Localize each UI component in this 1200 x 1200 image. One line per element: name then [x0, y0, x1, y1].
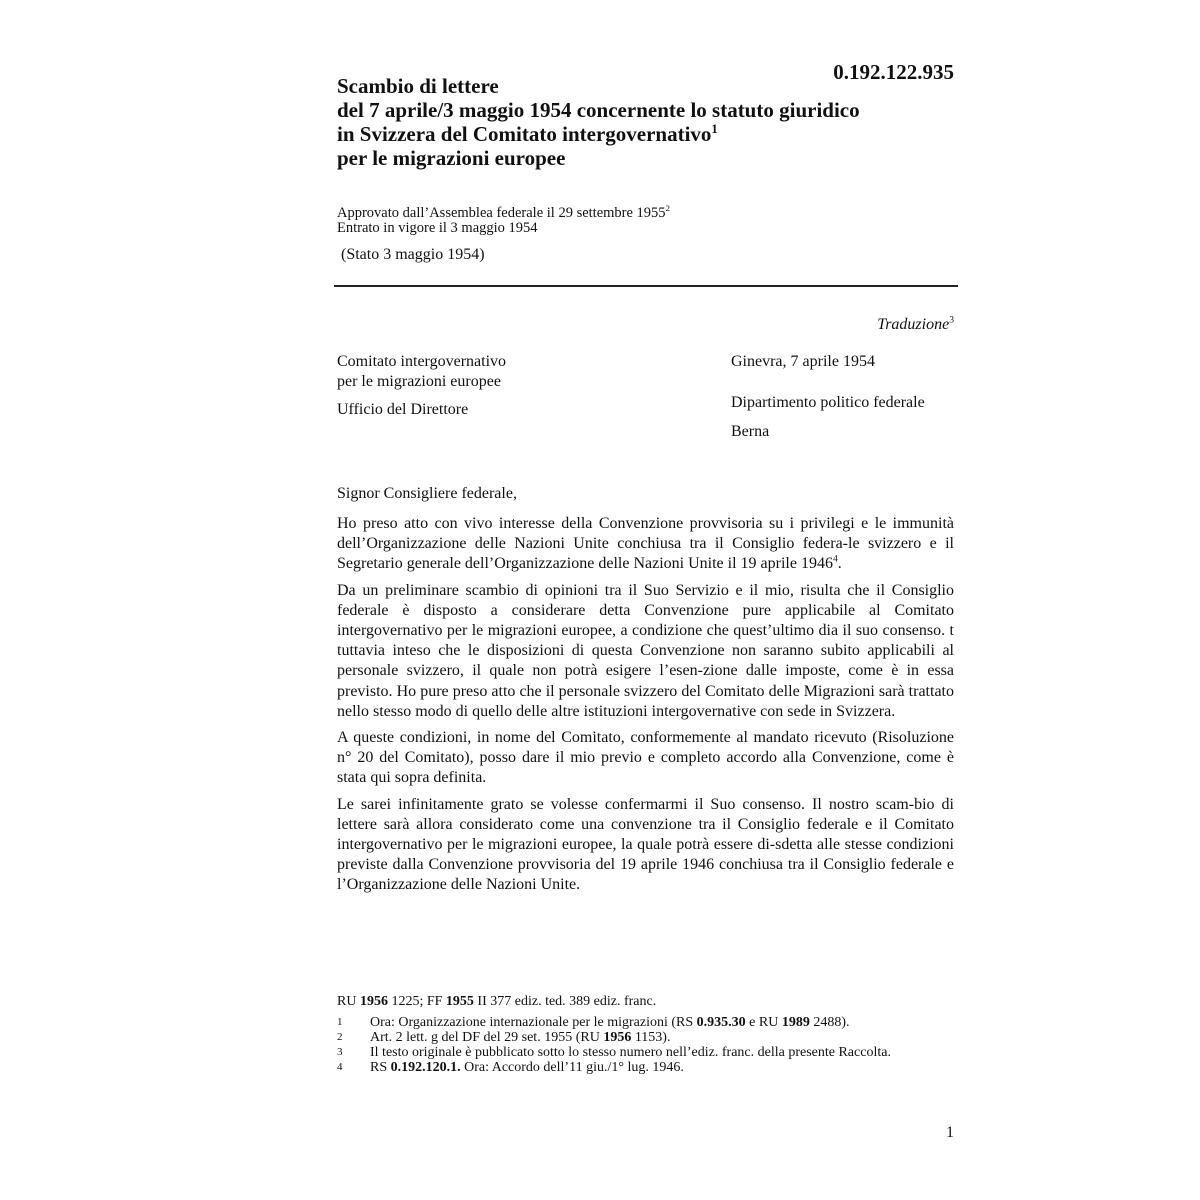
document-meta: [337, 203, 670, 236]
footnote-ref-1[interactable]: 1: [711, 122, 718, 136]
recipient-department: Dipartimento politico federale: [731, 394, 925, 411]
salutation: Signor Consigliere federale,: [337, 485, 517, 502]
source-reference: RU 1956 1225; FF 1955 II 377 ediz. ted. 389 ediz. franc.: [337, 994, 657, 1009]
title-line-3: in Svizzera del Comitato intergovernativo$^1$: [337, 122, 718, 146]
footnote-3: [337, 1045, 954, 1060]
footnote-number: 3: [337, 1046, 343, 1058]
paragraph-2: Da un preliminare scambio di opinioni tra il Suo Servizio e il mio, risulta che il Consiglio federale è disposto a considerare detta Convenzione pure applicabile al Comitato intergovernativo per le migrazioni europee, a condizione che quest’ultimo dia il suo consenso. t tuttavia inteso che le disposizioni di questa Convenzione non saranno subito applicabili al personale svizzero, il quale non potrà esigere l’esen-zione dalle imposte, come è in essa previsto. Ho pure preso atto che il personale svizzero del Comitato delle Migrazioni sarà trattato nello stesso modo di quello delle altre istituzioni intergovernative con sede in Svizzera.: [337, 581, 954, 720]
header-divider: [334, 285, 958, 287]
place-date: Ginevra, 7 aprile 1954: [731, 353, 875, 370]
in-force-line: Entrato in vigore il 3 maggio 1954: [337, 220, 538, 236]
recipient-city: Berna: [731, 423, 770, 440]
footnote-ref-2[interactable]: 2: [665, 203, 670, 214]
paragraph-3: A queste condizioni, in nome del Comitato, conformemente al mandato ricevuto (Risoluzione n° 20 del Comitato), posso dare il mio previo e completo accordo alla Convenzione, come è stata qui sopra definita.: [337, 729, 954, 787]
footnote-number: 4: [337, 1061, 343, 1073]
footnote-number: 2: [337, 1031, 343, 1043]
sr-number: 0.192.122.935: [833, 60, 954, 84]
sender-office: Ufficio del Direttore: [337, 401, 469, 418]
sender-block: [337, 352, 506, 420]
translation-label: Traduzione$^3$: [877, 314, 954, 333]
recipient-block: [731, 352, 925, 442]
footnote-1: [337, 1015, 954, 1030]
footnote-text: RS 0.192.120.1. Ora: Accordo dell’11 giu./1° lug. 1946.: [370, 1060, 684, 1075]
footnotes: [337, 994, 954, 1075]
status-date: (Stato 3 maggio 1954): [341, 246, 485, 263]
sender-line-2: per le migrazioni europee: [337, 373, 501, 390]
document-title: [337, 74, 947, 170]
footnote-4: [337, 1060, 954, 1075]
page-number: 1: [946, 1124, 954, 1141]
letter-body: [337, 514, 954, 902]
footnote-text: Il testo originale è pubblicato sotto lo stesso numero nell’ediz. franc. della presente Raccolta.: [370, 1045, 891, 1060]
footnote-number: 1: [337, 1016, 343, 1028]
approval-line: Approvato dall’Assemblea federale il 29 settembre 1955$^2$: [337, 203, 670, 221]
footnote-ref-3[interactable]: 3: [949, 314, 954, 326]
paragraph-1: Ho preso atto con vivo interesse della Convenzione provvisoria su i privilegi e le immunità dell’Organizzazione delle Nazioni Unite conchiusa tra il Consiglio federa-le svizzero e il Segretario generale dell’Organizzazione delle Nazioni Unite il 19 aprile 1946$^4$.: [337, 515, 954, 573]
title-line-1: Scambio di lettere: [337, 74, 499, 98]
title-line-4: per le migrazioni europee: [337, 146, 566, 170]
footnote-2: [337, 1030, 954, 1045]
sender-line-1: Comitato intergovernativo: [337, 353, 507, 370]
footnote-text: Ora: Organizzazione internazionale per le migrazioni (RS 0.935.30 e RU 1989 2488).: [370, 1015, 850, 1030]
title-line-2: del 7 aprile/3 maggio 1954 concernente lo statuto giuridico: [337, 98, 860, 122]
footnote-text: Art. 2 lett. g del DF del 29 set. 1955 (RU 1956 1153).: [370, 1030, 671, 1045]
footnote-ref-4[interactable]: 4: [832, 554, 838, 566]
paragraph-4: Le sarei infinitamente grato se volesse confermarmi il Suo consenso. Il nostro scam-bio di lettere sarà allora considerato come una convenzione tra il Consiglio federale e il Comitato intergovernativo per le migrazioni europee, la quale potrà essere di-sdetta alle stesse condizioni previste dalla Convenzione provvisoria del 19 aprile 1946 conchiusa tra il Consiglio federale e l’Organizzazione delle Nazioni Unite.: [337, 795, 954, 894]
